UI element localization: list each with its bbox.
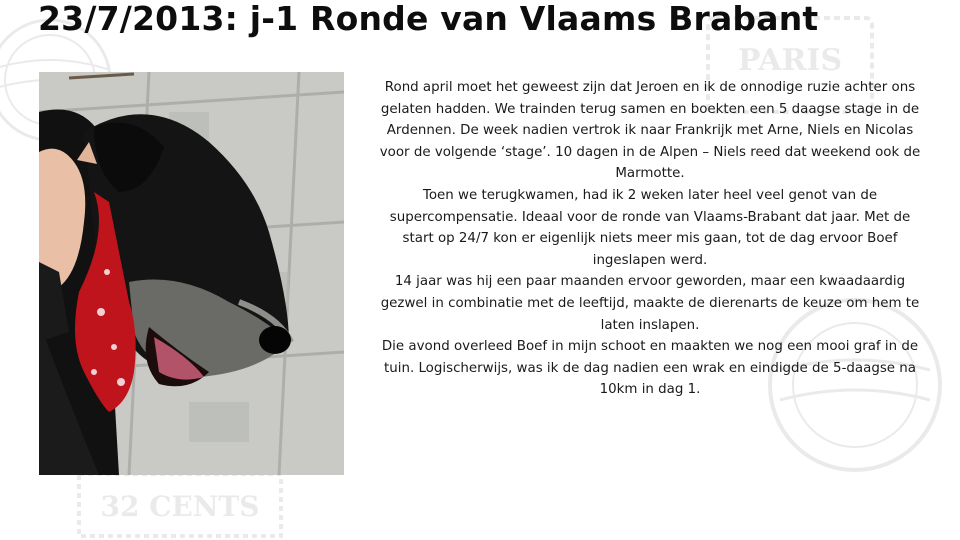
story-paragraph: Die avond overleed Boef in mijn schoot en maakten we nog een mooi graf in de tuin. Logischerwijs, was ik de dag nadien een wrak en eindigde de 5-daagse na 10km in dag 1. <box>381 339 919 398</box>
story-paragraph: 14 jaar was hij een paar maanden ervoor geworden, maar een kwaadaardig gezwel in combinatie met de leeftijd, maakte de dierenarts de keuze om hem te laten inslapen. <box>380 274 920 333</box>
paris-stamp-text: PARIS <box>737 43 843 78</box>
story-paragraph: Toen we terugkwamen, had ik 2 weken later heel veel genot van de supercompensatie. Ideaal voor de ronde van Vlaams-Brabant dat jaar. Met de start op 24/7 kon er eigenlijk niets meer mis gaan, tot de dag ervoor Boef ingeslapen werd. <box>389 187 911 268</box>
page-title: 23/7/2013: j-1 Ronde van Vlaams Brabant <box>38 0 819 38</box>
story-text <box>374 77 926 401</box>
cents-stamp-text: 32 CENTS <box>100 490 260 523</box>
story-paragraph: Rond april moet het geweest zijn dat Jeroen en ik de onnodige ruzie achter ons gelaten hadden. We trainden terug samen en boekten een 5 daagse stage in de Ardennen. De week nadien vertrok ik naar Frankrijk met Arne, Niels en Nicolas voor de volgende ‘stage’. 10 dagen in de Alpen – Niels reed dat weekend ook de Marmotte. <box>379 80 921 182</box>
cents-stamp <box>75 470 285 540</box>
dog-photo-icon <box>39 72 344 475</box>
dog-photo <box>39 72 344 475</box>
